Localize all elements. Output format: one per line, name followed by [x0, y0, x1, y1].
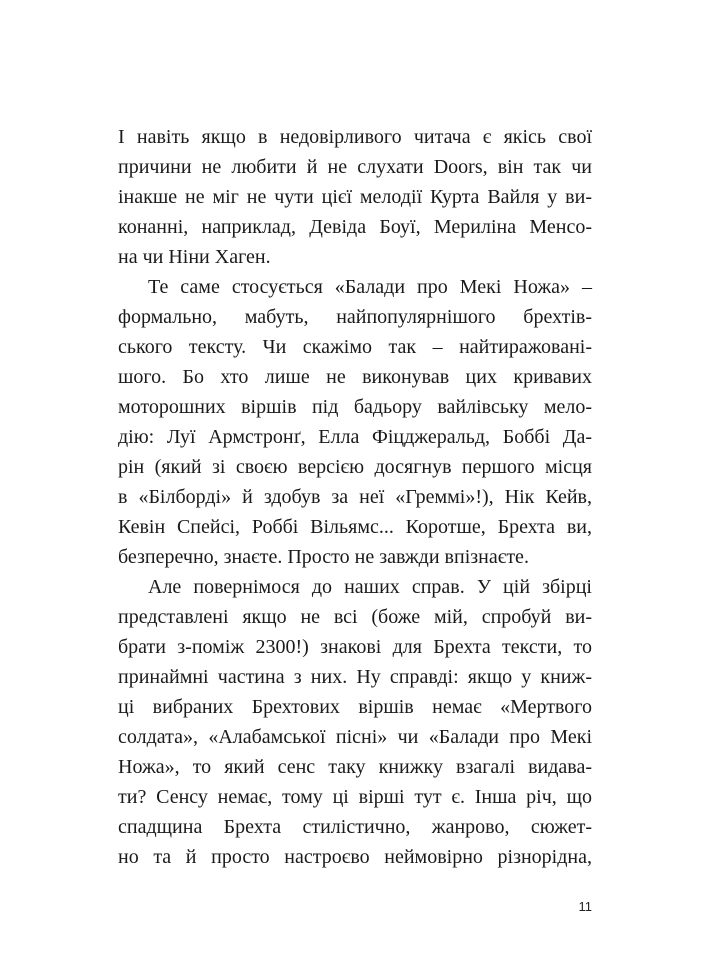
text-line: Ножа», то який сенс таку книжку взагалі видава- [118, 756, 592, 778]
paragraph-1 [118, 122, 592, 272]
text-line: Те саме стосується «Балади про Мекі Ножа» – [148, 276, 592, 298]
text-line: на чи Ніни Хаген. [118, 246, 271, 268]
text-line: дію: Луї Армстронґ, Елла Фіцджеральд, Боббі Да- [118, 426, 592, 448]
text-line: причини не любити й не слухати Doors, він так чи [118, 156, 592, 178]
paragraph-2 [118, 272, 592, 572]
text-line: шого. Бо хто лише не виконував цих кривавих [118, 366, 592, 388]
text-line: ти? Сенсу немає, тому ці вірші тут є. Інша річ, що [118, 786, 592, 808]
text-line: моторошних віршів під бадьору вайлівську мело- [118, 396, 592, 418]
text-line: спадщина Брехта стилістично, жанрово, сюжет- [118, 816, 592, 838]
text-line: І навіть якщо в недовірливого читача є якісь свої [118, 126, 592, 148]
text-line: ці вибраних Брехтових віршів немає «Мертвого [118, 696, 592, 718]
text-line: принаймні частина з них. Ну справді: якщо у книж- [118, 666, 592, 688]
paragraph-3 [118, 572, 592, 872]
text-line: конанні, наприклад, Девіда Боуї, Мериліна Менсо- [118, 216, 592, 238]
text-line: солдата», «Алабамської пісні» чи «Балади про Мекі [118, 726, 592, 748]
text-line: брати з-поміж 2300!) знакові для Брехта тексти, то [118, 636, 592, 658]
text-line: рін (який зі своєю версією досягнув першого місця [118, 456, 592, 478]
page-number: 11 [578, 899, 592, 914]
text-line: представлені якщо не всі (боже мій, спробуй ви- [118, 606, 592, 628]
text-line: Але повернімося до наших справ. У цій збірці [148, 576, 592, 598]
text-line: ського тексту. Чи скажімо так – найтиражовані- [118, 336, 592, 358]
text-line: формально, мабуть, найпопулярнішого брехтів- [118, 306, 592, 328]
text-line: інакше не міг не чути цієї мелодії Курта Вайля у ви- [118, 186, 592, 208]
text-line: Кевін Спейсі, Роббі Вільямс... Коротше, Брехта ви, [118, 516, 592, 538]
text-line: но та й просто настроєво неймовірно різнорідна, [118, 846, 592, 868]
body-text [118, 122, 592, 872]
text-line: в «Білборді» й здобув за неї «Греммі»!), Нік Кейв, [118, 486, 592, 508]
text-line: безперечно, знаєте. Просто не завжди впізнаєте. [118, 546, 529, 568]
